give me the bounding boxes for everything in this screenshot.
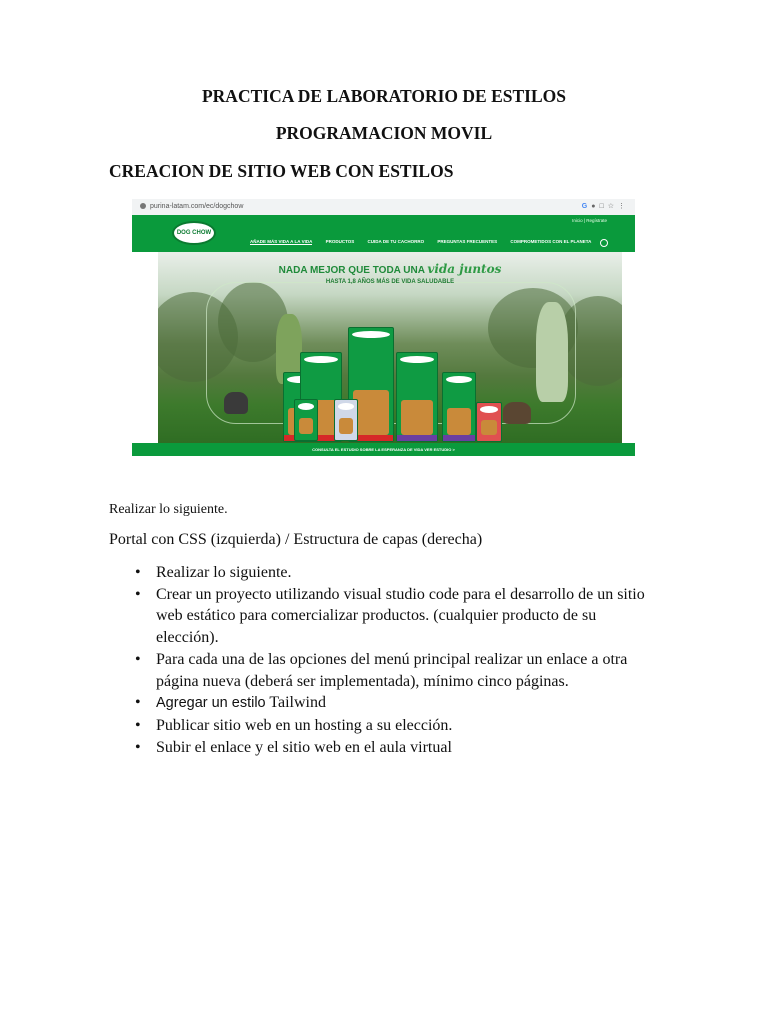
woman-figure — [536, 302, 568, 402]
star-icon: ☆ — [607, 203, 618, 210]
site-top-links: Inicio | Regístrate — [572, 218, 607, 223]
product-pack — [442, 372, 476, 442]
hero-headline-script: vida juntos — [427, 262, 502, 276]
logo-text: DOG CHOW — [176, 230, 212, 236]
url-text: purina-latam.com/ec/dogchow — [150, 203, 244, 210]
website-screenshot — [132, 199, 635, 456]
share-icon: □ — [599, 203, 608, 210]
list-item-suffix: Tailwind — [265, 694, 326, 712]
list-item: • Para cada una de las opciones del menú principal realizar un enlace a otra página nueva (deberá ser implementada), mínimo cinco páginas. — [135, 649, 660, 692]
menu-item-planeta: COMPROMETIDOS CON EL PLANETA — [510, 239, 592, 244]
site-navigation-bar — [132, 215, 635, 252]
hero-subline: HASTA 1,8 AÑOS MÁS DE VIDA SALUDABLE — [325, 279, 455, 285]
product-pouch — [294, 399, 318, 441]
dog-figure — [503, 402, 531, 424]
site-main-menu — [250, 239, 603, 244]
instruction-paragraph: Realizar lo siguiente. — [109, 502, 228, 517]
hero-banner — [158, 252, 622, 443]
menu-item-cachorro: CUIDA DE TU CACHORRO — [367, 239, 425, 244]
document-subtitle: PROGRAMACION MOVIL — [275, 123, 493, 143]
list-item: • Publicar sitio web en un hosting a su elección. — [135, 715, 660, 737]
product-pack — [396, 352, 438, 442]
search-icon — [600, 239, 608, 247]
browser-address-bar — [132, 199, 635, 216]
dog-figure — [224, 392, 248, 414]
section-heading: CREACION DE SITIO WEB CON ESTILOS — [109, 161, 454, 181]
menu-item-preguntas: PREGUNTAS FRECUENTES — [437, 239, 498, 244]
dog-chow-logo — [172, 221, 216, 245]
menu-item-productos: PRODUCTOS — [325, 239, 355, 244]
list-item — [135, 692, 660, 715]
list-item: • Subir el enlace y el sitio web en el aula virtual — [135, 737, 660, 759]
list-item: • Crear un proyecto utilizando visual studio code para el desarrollo de un sitio web estático para comercializar productos. (cualquier producto de su elección). — [135, 584, 660, 649]
list-item-prefix: Agregar un estilo — [156, 695, 266, 712]
study-banner-text: CONSULTA EL ESTUDIO SOBRE LA ESPERANZA DE VIDA VER ESTUDIO > — [312, 447, 455, 452]
browser-toolbar-icons — [582, 202, 629, 212]
list-item: • Realizar lo siguiente. — [135, 562, 660, 584]
product-pouch — [334, 399, 358, 441]
document-title: PRACTICA DE LABORATORIO DE ESTILOS — [201, 86, 567, 106]
hero-headline: NADA MEJOR QUE TODA UNA vida juntos — [278, 262, 502, 276]
study-banner — [132, 443, 635, 456]
menu-item-vida: AÑADE MÁS VIDA A LA VIDA — [250, 239, 313, 244]
lock-icon — [140, 203, 146, 209]
google-icon: G — [581, 203, 592, 210]
zoom-icon: ● — [591, 203, 600, 210]
browser-url — [140, 202, 540, 212]
task-list — [135, 562, 660, 758]
portal-description: Portal con CSS (izquierda) / Estructura de capas (derecha) — [109, 531, 483, 548]
product-pouch — [476, 402, 502, 442]
menu-dots-icon: ⋮ — [618, 203, 629, 210]
